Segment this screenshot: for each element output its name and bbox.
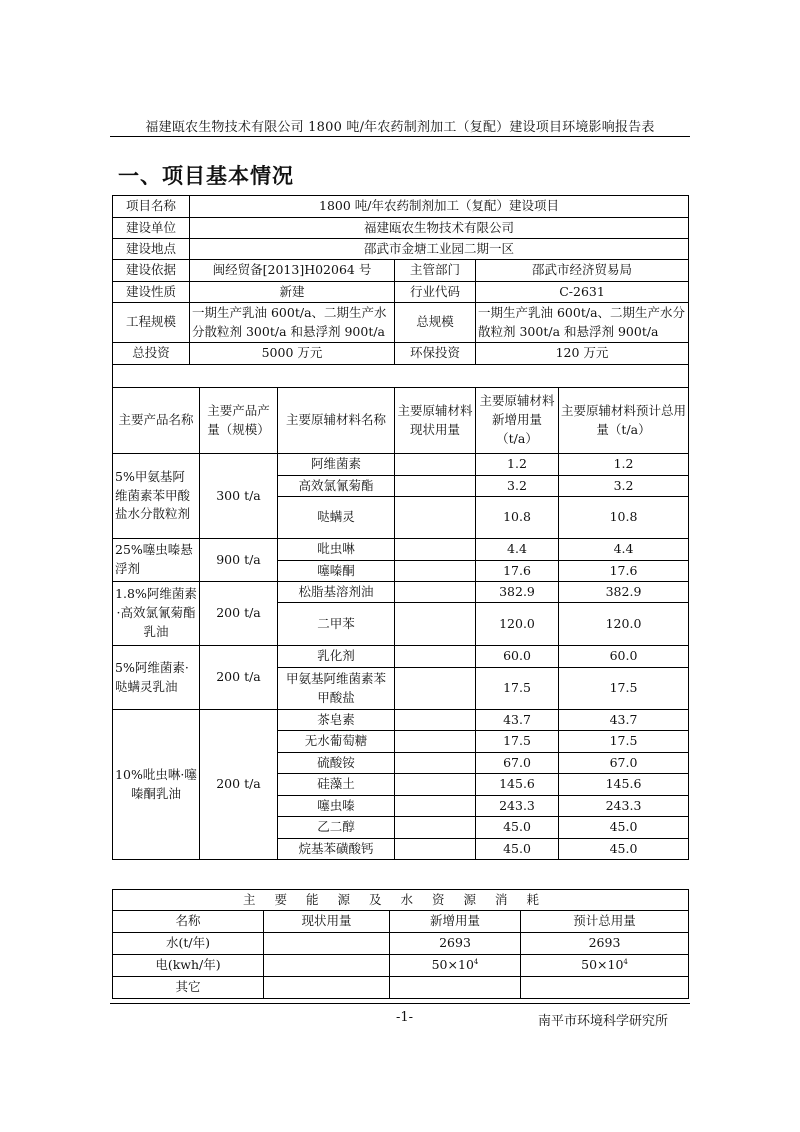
material-total: 3.2 [559,476,689,497]
material-current [395,497,476,539]
energy-new: 2693 [390,933,521,955]
row-scale [113,303,689,343]
energy-total [521,977,689,999]
material-current [395,646,476,668]
table-row [113,710,689,731]
col-current: 主要原辅材料现状用量 [395,388,476,454]
col-total: 主要原辅材料预计总用量（t/a） [559,388,689,454]
energy-title-row [113,890,689,911]
material-new: 243.3 [476,796,559,817]
material-new: 60.0 [476,646,559,668]
energy-table [112,889,689,999]
material-name: 烷基苯磺酸钙 [278,839,395,860]
energy-current [264,977,390,999]
material-total: 10.8 [559,497,689,539]
row-nature [113,282,689,303]
material-current [395,796,476,817]
unit: 福建瓯农生物技术有限公司 [190,218,689,239]
material-current [395,539,476,561]
material-current [395,817,476,839]
page-header: 福建瓯农生物技术有限公司 1800 吨/年农药制剂加工（复配）建设项目环境影响报告表 [145,120,655,135]
material-total: 17.6 [559,561,689,582]
material-total: 4.4 [559,539,689,561]
row-basis [113,260,689,282]
product-name: 5%阿维菌素·哒螨灵乳油 [113,646,200,710]
dept: 邵武市经济贸易局 [476,260,689,282]
investment: 5000 万元 [190,343,395,365]
material-new: 10.8 [476,497,559,539]
footer-institute: 南平市环境科学研究所 [538,1014,669,1029]
energy-title: 主要能源及水资源消耗 [113,890,689,911]
material-current [395,710,476,731]
material-name: 硅藻土 [278,774,395,796]
material-current [395,774,476,796]
material-name: 二甲苯 [278,603,395,646]
energy-col-current: 现状用量 [264,911,390,933]
material-total: 1.2 [559,454,689,476]
material-current [395,731,476,753]
material-new: 45.0 [476,839,559,860]
spacer-row [113,365,689,388]
table-row [113,454,689,476]
material-new: 3.2 [476,476,559,497]
site: 邵武市金塘工业园二期一区 [190,239,689,260]
material-new: 4.4 [476,539,559,561]
energy-row-other [113,977,689,999]
material-name: 阿维菌素 [278,454,395,476]
row-investment [113,343,689,365]
energy-name: 其它 [113,977,264,999]
col-new: 主要原辅材料新增用量（t/a） [476,388,559,454]
nature-label: 建设性质 [113,282,190,303]
energy-new [390,977,521,999]
table-row [113,539,689,561]
energy-col-name: 名称 [113,911,264,933]
row-site [113,239,689,260]
energy-total: $50\times 10^4$ [521,955,689,977]
material-total: 243.3 [559,796,689,817]
material-name: 乙二醇 [278,817,395,839]
energy-row-electricity [113,955,689,977]
industry-code-label: 行业代码 [395,282,476,303]
material-total: 382.9 [559,582,689,603]
material-new: 382.9 [476,582,559,603]
product-output: 200 t/a [200,710,278,860]
energy-total: 2693 [521,933,689,955]
material-current [395,561,476,582]
material-new: 43.7 [476,710,559,731]
project-info-table [112,195,689,860]
material-current [395,454,476,476]
project-name: 1800 吨/年农药制剂加工（复配）建设项目 [190,196,689,218]
col-product: 主要产品名称 [113,388,200,454]
material-total: 120.0 [559,603,689,646]
col-output: 主要产品产量（规模） [200,388,278,454]
nature: 新建 [190,282,395,303]
product-output: 200 t/a [200,646,278,710]
energy-name: 电(kwh/年) [113,955,264,977]
material-total: 45.0 [559,817,689,839]
page-number: -1- [396,1010,414,1025]
energy-header-row [113,911,689,933]
col-material: 主要原辅材料名称 [278,388,395,454]
scale-label: 工程规模 [113,303,190,343]
material-new: 145.6 [476,774,559,796]
material-name: 噻嗪酮 [278,561,395,582]
basis-label: 建设依据 [113,260,190,282]
material-name: 哒螨灵 [278,497,395,539]
investment-label: 总投资 [113,343,190,365]
material-new: 17.5 [476,731,559,753]
product-output: 200 t/a [200,582,278,646]
material-name: 松脂基溶剂油 [278,582,395,603]
material-name: 茶皂素 [278,710,395,731]
material-current [395,582,476,603]
material-name: 高效氯氰菊酯 [278,476,395,497]
material-current [395,839,476,860]
material-name: 吡虫啉 [278,539,395,561]
material-new: 1.2 [476,454,559,476]
material-new: 120.0 [476,603,559,646]
energy-name: 水(t/年) [113,933,264,955]
dept-label: 主管部门 [395,260,476,282]
material-new: 17.5 [476,668,559,710]
product-name: 25%噻虫嗪悬浮剂 [113,539,200,582]
header-rule [110,136,690,137]
material-name: 乳化剂 [278,646,395,668]
materials-header-row [113,388,689,454]
material-new: 17.6 [476,561,559,582]
product-output: 900 t/a [200,539,278,582]
energy-col-total: 预计总用量 [521,911,689,933]
material-total: 145.6 [559,774,689,796]
industry-code: C-2631 [476,282,689,303]
material-name: 无水葡萄糖 [278,731,395,753]
material-current [395,603,476,646]
energy-current [264,933,390,955]
material-current [395,668,476,710]
material-new: 45.0 [476,817,559,839]
material-total: 17.5 [559,668,689,710]
material-name: 噻虫嗪 [278,796,395,817]
material-total: 45.0 [559,839,689,860]
material-total: 67.0 [559,753,689,774]
table-row [113,582,689,603]
energy-row-water [113,933,689,955]
energy-col-new: 新增用量 [390,911,521,933]
material-new: 67.0 [476,753,559,774]
material-total: 43.7 [559,710,689,731]
product-name: 10%吡虫啉·噻嗪酮乳油 [113,710,200,860]
basis: 闽经贸备[2013]H02064 号 [190,260,395,282]
material-current [395,753,476,774]
material-name: 甲氨基阿维菌素苯甲酸盐 [278,668,395,710]
site-label: 建设地点 [113,239,190,260]
material-total: 17.5 [559,731,689,753]
row-project-name [113,196,689,218]
product-name: 5%甲氨基阿维菌素苯甲酸盐水分散粒剂 [113,454,200,539]
material-name: 硫酸铵 [278,753,395,774]
env-investment: 120 万元 [476,343,689,365]
energy-new: $50\times 10^4$ [390,955,521,977]
energy-current [264,955,390,977]
material-total: 60.0 [559,646,689,668]
section-title: 一、项目基本情况 [118,164,294,188]
scale: 一期生产乳油 600t/a、二期生产水分散粒剂 300t/a 和悬浮剂 900t/a [190,303,395,343]
unit-label: 建设单位 [113,218,190,239]
table-row [113,646,689,668]
project-name-label: 项目名称 [113,196,190,218]
product-name: 1.8%阿维菌素·高效氯氰菊酯乳油 [113,582,200,646]
env-investment-label: 环保投资 [395,343,476,365]
material-current [395,476,476,497]
footer-rule [110,1003,690,1004]
product-output: 300 t/a [200,454,278,539]
row-unit [113,218,689,239]
total-scale-label: 总规模 [395,303,476,343]
total-scale: 一期生产乳油 600t/a、二期生产水分散粒剂 300t/a 和悬浮剂 900t/a [476,303,689,343]
